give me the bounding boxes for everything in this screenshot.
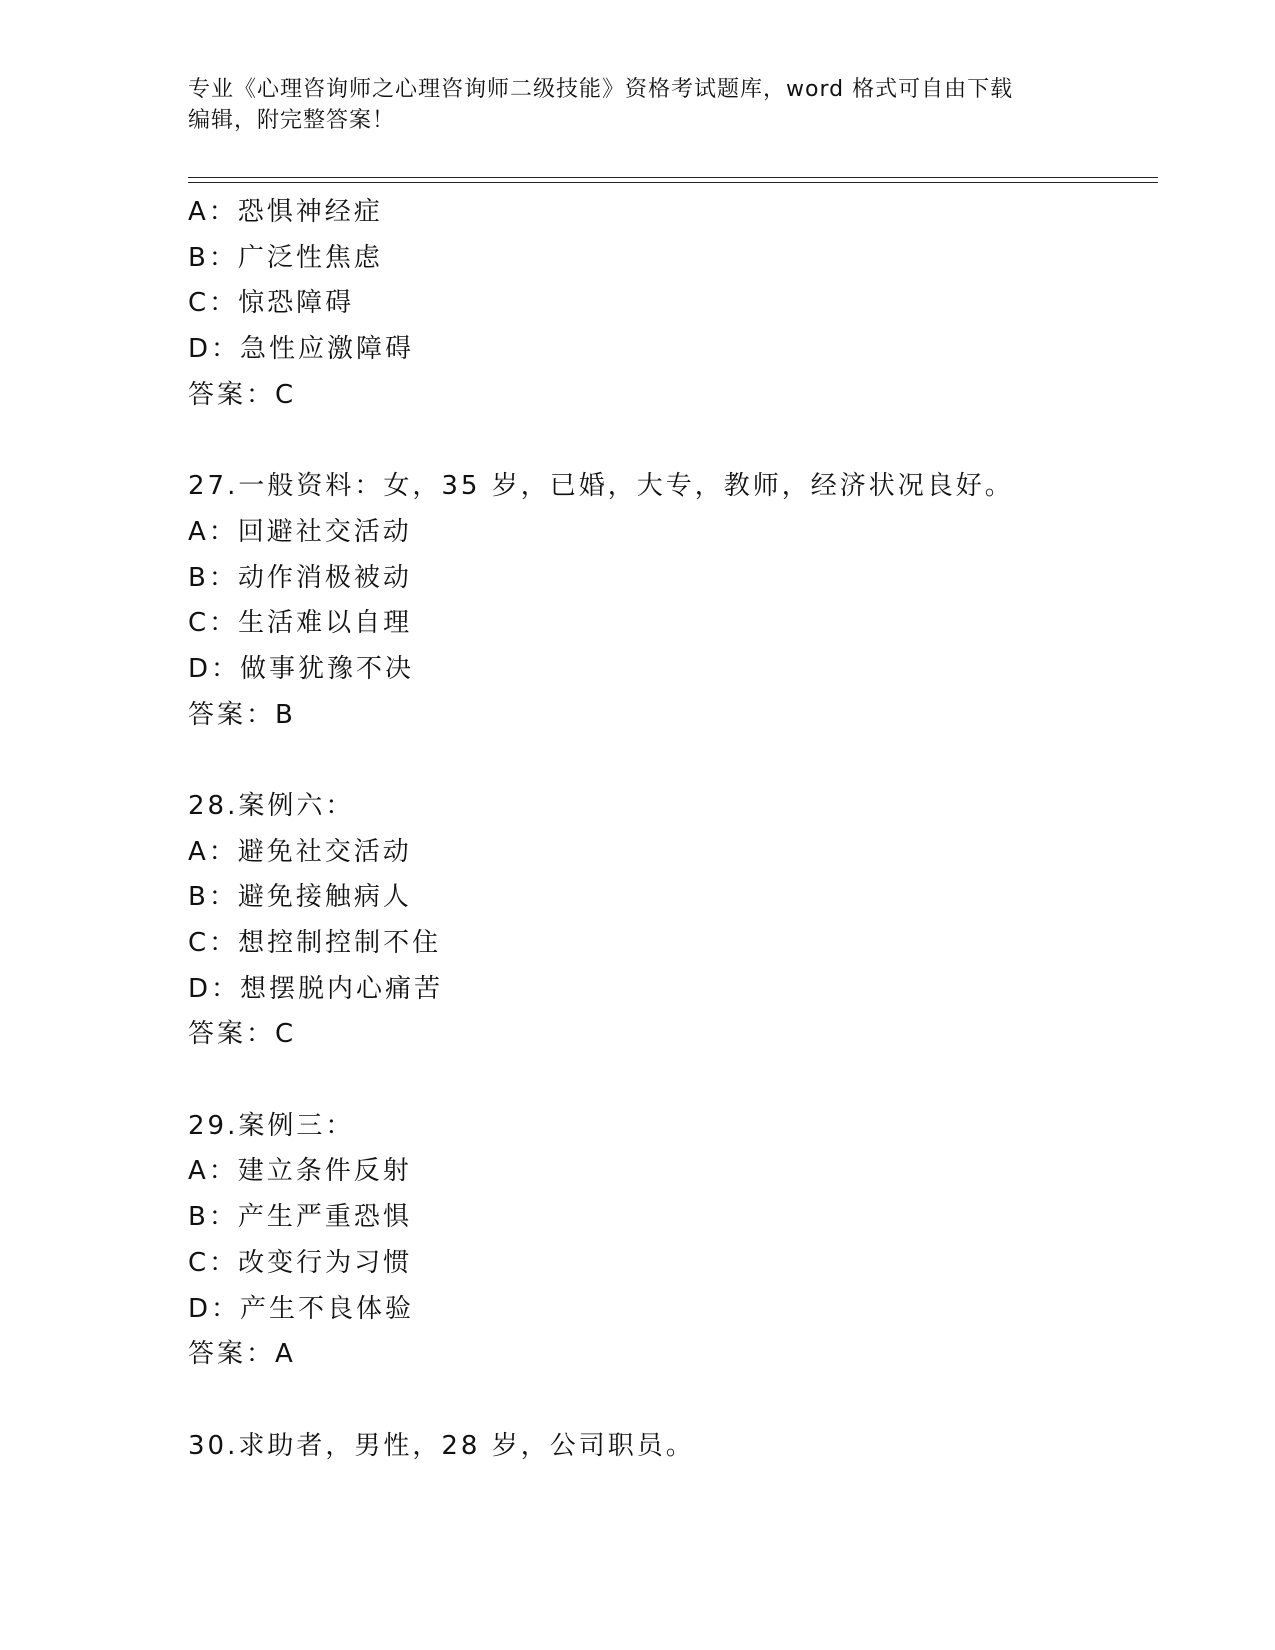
answer: 答案：C [188, 1019, 297, 1050]
option-d: D：想摆脱内心痛苦 [188, 973, 444, 1004]
option-a: A：避免社交活动 [188, 836, 412, 867]
answer: 答案：B [188, 699, 296, 730]
question-stem: 28.案例六： [188, 790, 355, 821]
option-a: A：恐惧神经症 [188, 197, 383, 227]
question-stem: 29.案例三： [188, 1110, 355, 1141]
document-header [188, 74, 1088, 136]
question-28 [188, 784, 1148, 1058]
spacer [188, 1058, 1148, 1104]
question-27 [188, 464, 1148, 738]
question-block-previous [188, 190, 1148, 418]
option-c: C：想控制控制不住 [188, 928, 442, 958]
option-d: D：急性应激障碍 [188, 334, 415, 365]
header-line-1: 专业《心理咨询师之心理咨询师二级技能》资格考试题库，word 格式可自由下载 [188, 77, 1014, 102]
spacer [188, 738, 1148, 784]
option-b: B：产生严重恐惧 [188, 1202, 412, 1233]
option-d: D：做事犹豫不决 [188, 653, 415, 684]
header-divider-bottom [188, 182, 1158, 183]
option-b: B：动作消极被动 [188, 562, 412, 593]
header-divider-top [188, 177, 1158, 178]
question-stem: 27.一般资料：女，35 岁，已婚，大专，教师，经济状况良好。 [188, 471, 1014, 502]
header-line-2: 编辑，附完整答案！ [188, 108, 396, 133]
question-stem: 30.求助者，男性，28 岁，公司职员。 [188, 1430, 695, 1461]
option-b: B：避免接触病人 [188, 882, 412, 913]
option-a: A：建立条件反射 [188, 1156, 412, 1187]
question-list [188, 190, 1148, 1469]
spacer [188, 1378, 1148, 1424]
option-d: D：产生不良体验 [188, 1293, 415, 1324]
spacer [188, 418, 1148, 464]
option-c: C：改变行为习惯 [188, 1247, 413, 1278]
option-a: A：回避社交活动 [188, 516, 412, 547]
answer: 答案：A [188, 1339, 296, 1370]
option-c: C：惊恐障碍 [188, 288, 355, 319]
question-30 [188, 1424, 1148, 1470]
answer: 答案：C [188, 379, 297, 410]
option-c: C：生活难以自理 [188, 608, 413, 639]
question-29 [188, 1104, 1148, 1378]
option-b: B：广泛性焦虑 [188, 242, 383, 273]
